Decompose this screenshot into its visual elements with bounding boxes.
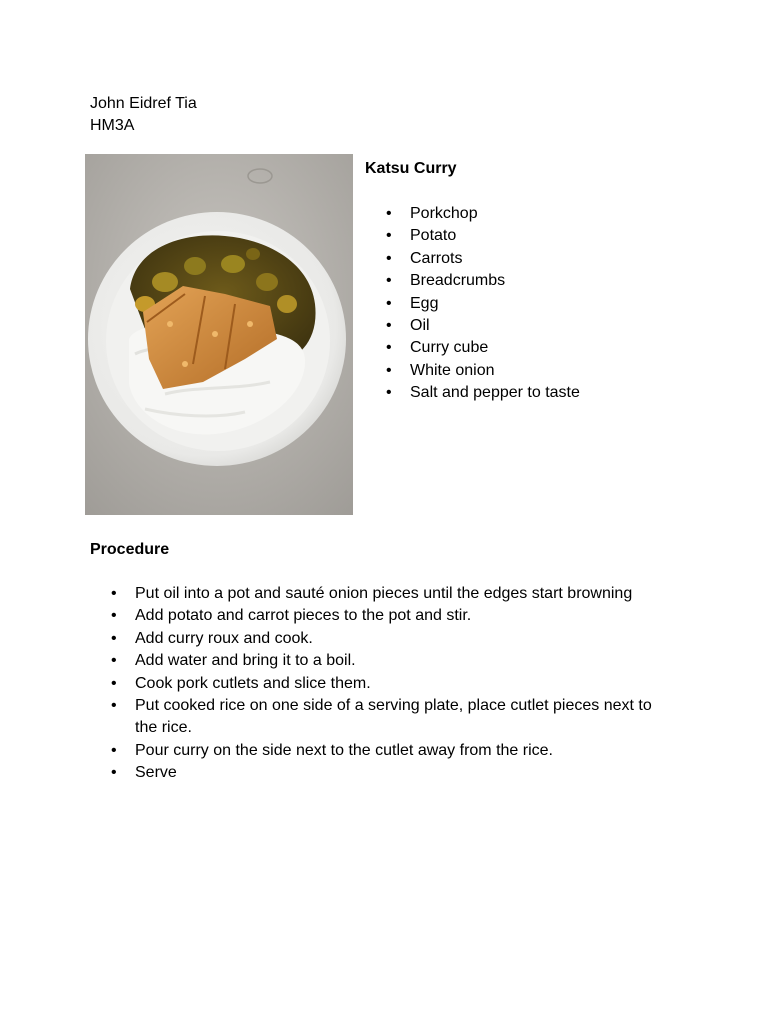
ingredient-item [386,225,730,247]
ingredient-item-text: White onion [410,361,495,379]
procedure-step [111,673,675,695]
bullet-icon: • [111,585,117,602]
procedure-step [111,650,675,672]
author-name: John Eidref Tia [90,95,197,112]
ingredient-item-text: Potato [410,227,457,245]
ingredient-item-text: Carrots [410,249,463,267]
procedure-step [111,695,675,740]
ingredient-item-text: Oil [410,317,430,335]
ingredient-item-text: Breadcrumbs [410,272,506,290]
bullet-icon: • [111,741,117,759]
bullet-icon: • [386,339,392,357]
author-section: HM3A [90,117,135,134]
ingredient-item [386,315,730,337]
ingredient-item [386,248,730,270]
ingredient-item-text: Porkchop [410,205,478,222]
procedure-step-text: Pour curry on the side next to the cutlet away from the rice. [135,741,553,759]
procedure-steps-list [111,583,675,785]
procedure-step-text: Cook pork cutlets and slice them. [135,674,371,692]
bullet-icon: • [386,227,392,245]
ingredient-item-text: Curry cube [410,339,489,357]
ingredient-item [386,203,730,225]
procedure-title: Procedure [90,541,170,558]
ingredient-item [386,360,730,382]
recipe-title: Katsu Curry [365,160,457,177]
bullet-icon: • [386,294,392,312]
bullet-icon: • [111,697,117,715]
procedure-step [111,583,675,605]
procedure-step [111,762,675,784]
procedure-step [111,605,675,627]
katsu-curry-photo [85,154,353,515]
bullet-icon: • [111,629,117,647]
ingredients-list [386,203,730,405]
procedure-step-text: Put cooked rice on one side of a serving plate, place cutlet pieces next to the rice. [135,697,652,737]
bullet-icon: • [386,361,392,379]
ingredient-item [386,293,730,315]
bullet-icon: • [111,764,117,782]
bullet-icon: • [111,674,117,692]
author-block [90,93,197,137]
bullet-icon: • [386,205,392,222]
procedure-step-text: Add water and bring it to a boil. [135,652,356,670]
ingredient-item [386,382,730,404]
ingredient-item [386,337,730,359]
bullet-icon: • [386,249,392,267]
procedure-step-text: Serve [135,764,177,782]
procedure-step [111,628,675,650]
ingredient-item [386,270,730,292]
bullet-icon: • [386,272,392,290]
procedure-step-text: Add curry roux and cook. [135,629,313,647]
bullet-icon: • [111,652,117,670]
procedure-step-text: Add potato and carrot pieces to the pot and stir. [135,607,472,625]
bullet-icon: • [386,384,392,402]
procedure-step-text: Put oil into a pot and sauté onion pieces until the edges start browning [135,585,633,602]
bullet-icon: • [111,607,117,625]
ingredient-item-text: Egg [410,294,439,312]
procedure-step [111,740,675,762]
bullet-icon: • [386,317,392,335]
ingredient-item-text: Salt and pepper to taste [410,384,580,402]
